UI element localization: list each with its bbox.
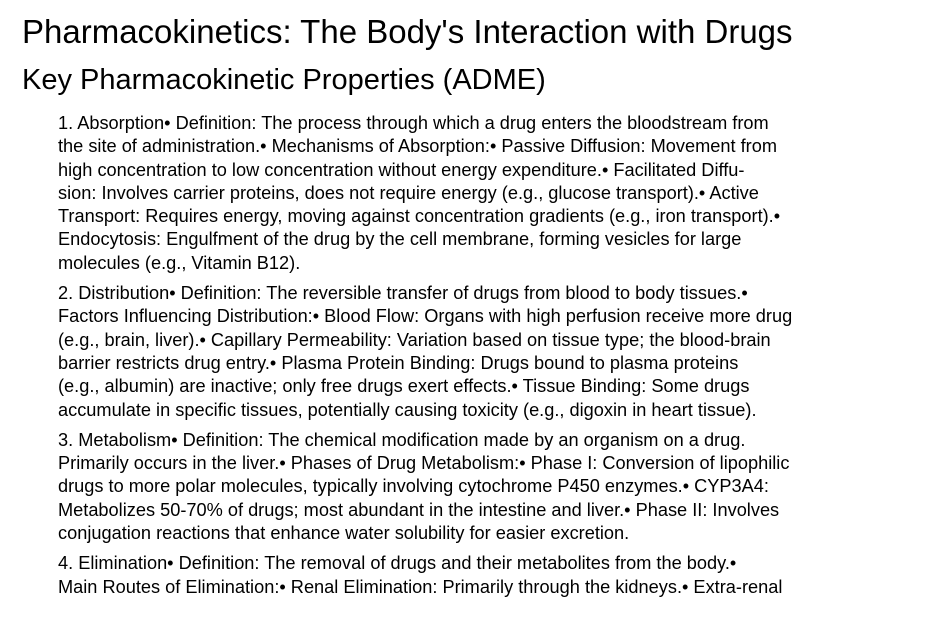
- section-heading: Key Pharmacokinetic Properties (ADME): [22, 64, 546, 96]
- list-item-metabolism: 3. Metabolism• Definition: The chemical modification made by an organism on a drug. Primarily occurs in the liver.• Phases of Drug Metabolism:• Phase I: Conversion of lipophilic drugs to more polar molecules, typically involving cytochrome P450 enzymes.• CYP3A4: Metabolizes 50-70% of drugs; most abundant in the intestine and liver.• Phase II: Involves conjugation reactions that enhance water solubility for easier excretion.: [58, 429, 790, 544]
- document-title: Pharmacokinetics: The Body's Interaction with Drugs: [22, 13, 793, 50]
- list-item-elimination: 4. Elimination• Definition: The removal of drugs and their metabolites from the body.• Main Routes of Elimination:• Renal Elimination: Primarily through the kidneys.• Extra-renal: [58, 553, 783, 597]
- list-item-distribution: 2. Distribution• Definition: The reversible transfer of drugs from blood to body tissues.• Factors Influencing Distribution:• Blood Flow: Organs with high perfusion receive more drug (e.g., brain, liver).• Capillary Permeability: Variation based on tissue type; the blood-brain barrier restricts drug entry.• Plasma Protein Binding: Drugs bound to plasma proteins (e.g., albumin) are inactive; only free drugs exert effects.• Tissue Binding: Some drugs accumulate in specific tissues, potentially causing toxicity (e.g., digoxin in heart tissue).: [58, 283, 793, 420]
- adme-list: [58, 112, 898, 606]
- list-item-absorption: 1. Absorption• Definition: The process through which a drug enters the bloodstream from the site of administration.• Mechanisms of Absorption:• Passive Diffusion: Movement from high concentration to low concentration without energy expenditure.• Facilitated Diffu- sion: Involves carrier proteins, does not require energy (e.g., glucose transport).• Active Transport: Requires energy, moving against concentration gradients (e.g., iron transport).• Endocytosis: Engulfment of the drug by the cell membrane, forming vesicles for large molecules (e.g., Vitamin B12).: [58, 113, 781, 273]
